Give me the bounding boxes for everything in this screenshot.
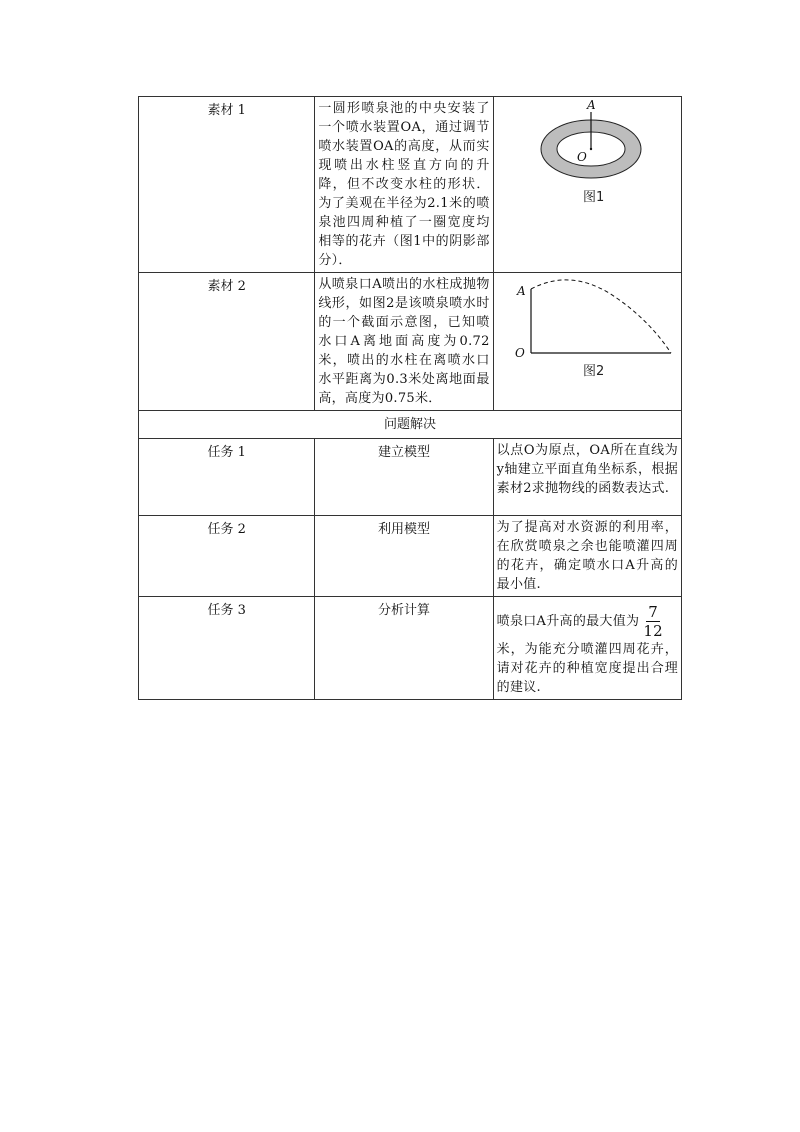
material-2-text: 从喷泉口A喷出的水柱成抛物线形，如图2是该喷泉喷水时的一个截面示意图，已知喷水口A离地面高度为0.72米，喷出的水柱在离喷水口水平距离为0.3米处离地面最高，高度为0.75米． — [315, 273, 493, 411]
task-3-name: 分析计算 — [377, 603, 430, 618]
task-2-name: 利用模型 — [377, 522, 430, 537]
label-o: O — [576, 150, 587, 164]
task-1-desc: 以点O为原点，OA所在直线为y轴建立平面直角坐标系，根据素材2求抛物线的函数表达式. — [493, 439, 681, 516]
task-2-name-cell — [315, 516, 493, 597]
task-3-name-cell — [315, 597, 493, 700]
fraction-denominator: 12 — [643, 622, 664, 640]
task-1-name: 建立模型 — [377, 445, 430, 460]
material-1-label: 素材 1 — [207, 103, 246, 118]
task-1-label-cell — [139, 439, 315, 516]
task-2-desc: 为了提高对水资源的利用率，在欣赏喷泉之余也能喷灌四周的花卉，确定喷水口A升高的最小值. — [493, 516, 681, 597]
label-a: A — [516, 284, 526, 298]
material-2-label: 素材 2 — [207, 279, 246, 294]
label-o: O — [514, 346, 525, 360]
task-3-label-cell — [139, 597, 315, 700]
material-1-label-cell — [139, 97, 315, 273]
task-2-label: 任务 2 — [207, 522, 246, 537]
figure-1-cell — [493, 97, 681, 273]
water-parabola — [531, 280, 671, 353]
material-1-text: 一圆形喷泉池的中央安装了一个喷水装置OA，通过调节喷水装置OA的高度，从而实现喷出水柱竖直方向的升降，但不改变水柱的形状．为了美观在半径为2.1米的喷泉池四周种植了一圈宽度均相等的花卉（图1中的阴影部分）． — [315, 97, 493, 273]
figure-2-parabola-diagram — [497, 275, 683, 385]
task-row-1 — [139, 439, 682, 516]
fraction-numerator: 7 — [648, 603, 659, 621]
label-a: A — [586, 99, 596, 112]
task-row-3 — [139, 597, 682, 700]
task-3-desc-cell — [493, 597, 681, 700]
figure-1-ring-diagram — [497, 99, 683, 205]
task-3-desc-after: 米，为能充分喷灌四周花卉，请对花卉的种植宽度提出合理的建议. — [496, 642, 678, 695]
material-table — [138, 96, 682, 700]
material-2-label-cell — [139, 273, 315, 411]
task-3-label: 任务 3 — [207, 603, 246, 618]
material-row-2 — [139, 273, 682, 411]
task-3-desc-before: 喷泉口A升高的最大值为 — [496, 614, 640, 629]
task-1-label: 任务 1 — [207, 445, 246, 460]
section-header-row — [139, 411, 682, 439]
material-row-1 — [139, 97, 682, 273]
point-o — [589, 148, 591, 150]
figure-2-caption: 图2 — [582, 364, 604, 379]
figure-2-cell — [493, 273, 681, 411]
section-title: 问题解决 — [139, 411, 682, 439]
task-1-name-cell — [315, 439, 493, 516]
task-2-label-cell — [139, 516, 315, 597]
fraction-7-12 — [641, 603, 665, 640]
task-row-2 — [139, 516, 682, 597]
figure-1-caption: 图1 — [582, 190, 604, 205]
